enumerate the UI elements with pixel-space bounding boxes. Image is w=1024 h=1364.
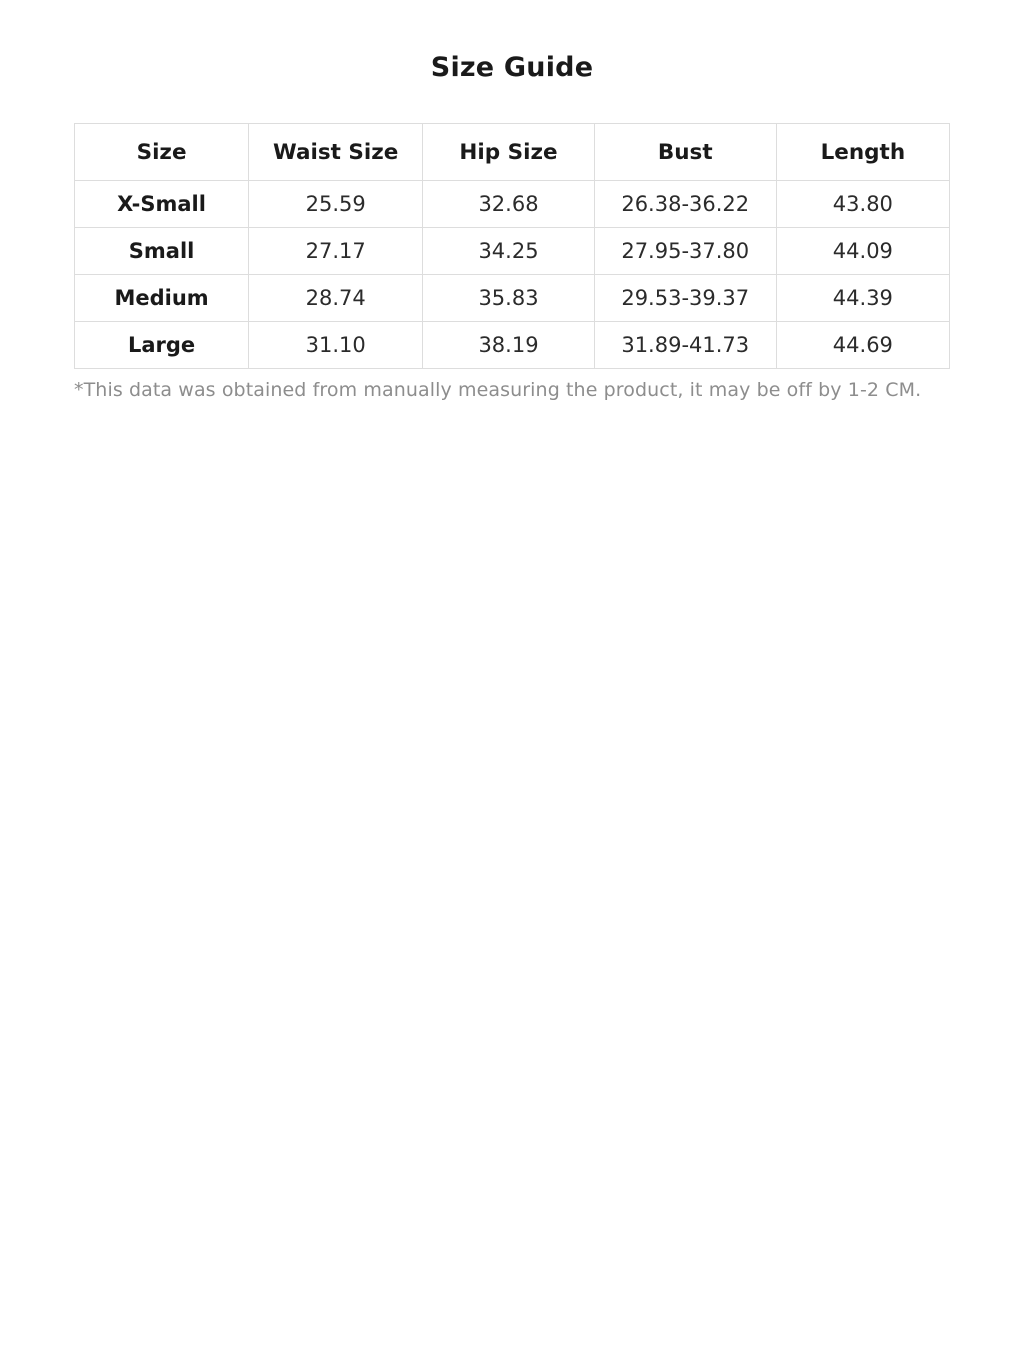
cell-waist: 27.17 <box>249 228 423 275</box>
table-header <box>75 124 950 181</box>
table-header-row <box>75 124 950 181</box>
cell-size: Large <box>75 322 249 369</box>
column-header-waist: Waist Size <box>249 124 423 181</box>
cell-size: Medium <box>75 275 249 322</box>
cell-hip: 38.19 <box>423 322 595 369</box>
table-row <box>75 275 950 322</box>
column-header-length: Length <box>776 124 949 181</box>
size-guide-table <box>74 123 950 369</box>
table-row <box>75 181 950 228</box>
cell-hip: 35.83 <box>423 275 595 322</box>
cell-waist: 28.74 <box>249 275 423 322</box>
table-body <box>75 181 950 369</box>
cell-length: 43.80 <box>776 181 949 228</box>
cell-length: 44.09 <box>776 228 949 275</box>
cell-waist: 31.10 <box>249 322 423 369</box>
table-row <box>75 228 950 275</box>
cell-hip: 32.68 <box>423 181 595 228</box>
cell-waist: 25.59 <box>249 181 423 228</box>
cell-size: X-Small <box>75 181 249 228</box>
cell-length: 44.39 <box>776 275 949 322</box>
column-header-size: Size <box>75 124 249 181</box>
size-table-container <box>74 123 950 369</box>
cell-hip: 34.25 <box>423 228 595 275</box>
page-title: Size Guide <box>430 52 594 83</box>
cell-length: 44.69 <box>776 322 949 369</box>
column-header-bust: Bust <box>594 124 776 181</box>
measurement-disclaimer: *This data was obtained from manually measuring the product, it may be off by 1-2 CM. <box>74 379 922 401</box>
cell-bust: 31.89-41.73 <box>594 322 776 369</box>
cell-bust: 29.53-39.37 <box>594 275 776 322</box>
column-header-hip: Hip Size <box>423 124 595 181</box>
cell-bust: 27.95-37.80 <box>594 228 776 275</box>
cell-bust: 26.38-36.22 <box>594 181 776 228</box>
cell-size: Small <box>75 228 249 275</box>
table-row <box>75 322 950 369</box>
